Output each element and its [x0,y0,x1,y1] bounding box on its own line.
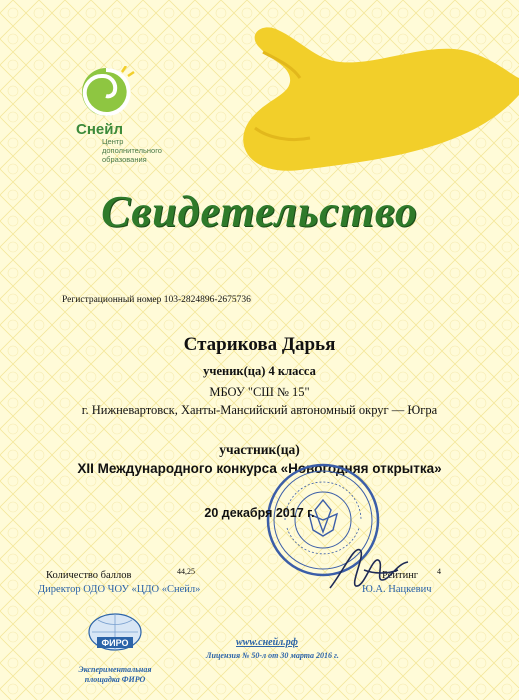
city-region: г. Нижневартовск, Ханты-Мансийский автономный округ — Югра [81,403,438,417]
score-label: Количество баллов [46,570,132,581]
certificate-title: Свидетельство [101,187,418,236]
recipient-name: Старикова Дарья [183,334,336,355]
brand-subtitle-line: Центр [102,137,124,146]
director-title: Директор ОДО ЧОУ «ЦДО «Снейл» [38,584,201,595]
participant-role: участник(ца) [219,442,300,457]
rating-value: 4 [437,567,441,576]
rating-label: Рейтинг [382,570,419,581]
website-link[interactable]: www.снейл.рф [236,637,298,648]
school-name: МБОУ "СШ № 15" [209,385,310,399]
brand-subtitle-line: образования [102,155,147,164]
score-value: 44,25 [177,567,195,576]
registration-number: Регистрационный номер 103-2824896-2675736 [62,295,251,305]
director-name: Ю.А. Нацкевич [362,584,432,595]
recipient-grade: ученик(ца) 4 класса [203,364,316,378]
firo-logo-icon [86,612,144,654]
contest-name: XII Международного конкурса «Новогодняя открытка» [77,461,442,476]
firo-logo-text: ФИРО [101,638,129,648]
brand-subtitle [102,137,172,164]
firo-caption: Экспериментальная площадка ФИРО [78,665,152,684]
issue-date: 20 декабря 2017 г. [204,506,315,520]
brand-subtitle-line: дополнительного [102,146,162,155]
license-text: Лицензия № 50-л от 30 марта 2016 г. [206,651,339,660]
brand-name: Снейл [76,121,123,138]
